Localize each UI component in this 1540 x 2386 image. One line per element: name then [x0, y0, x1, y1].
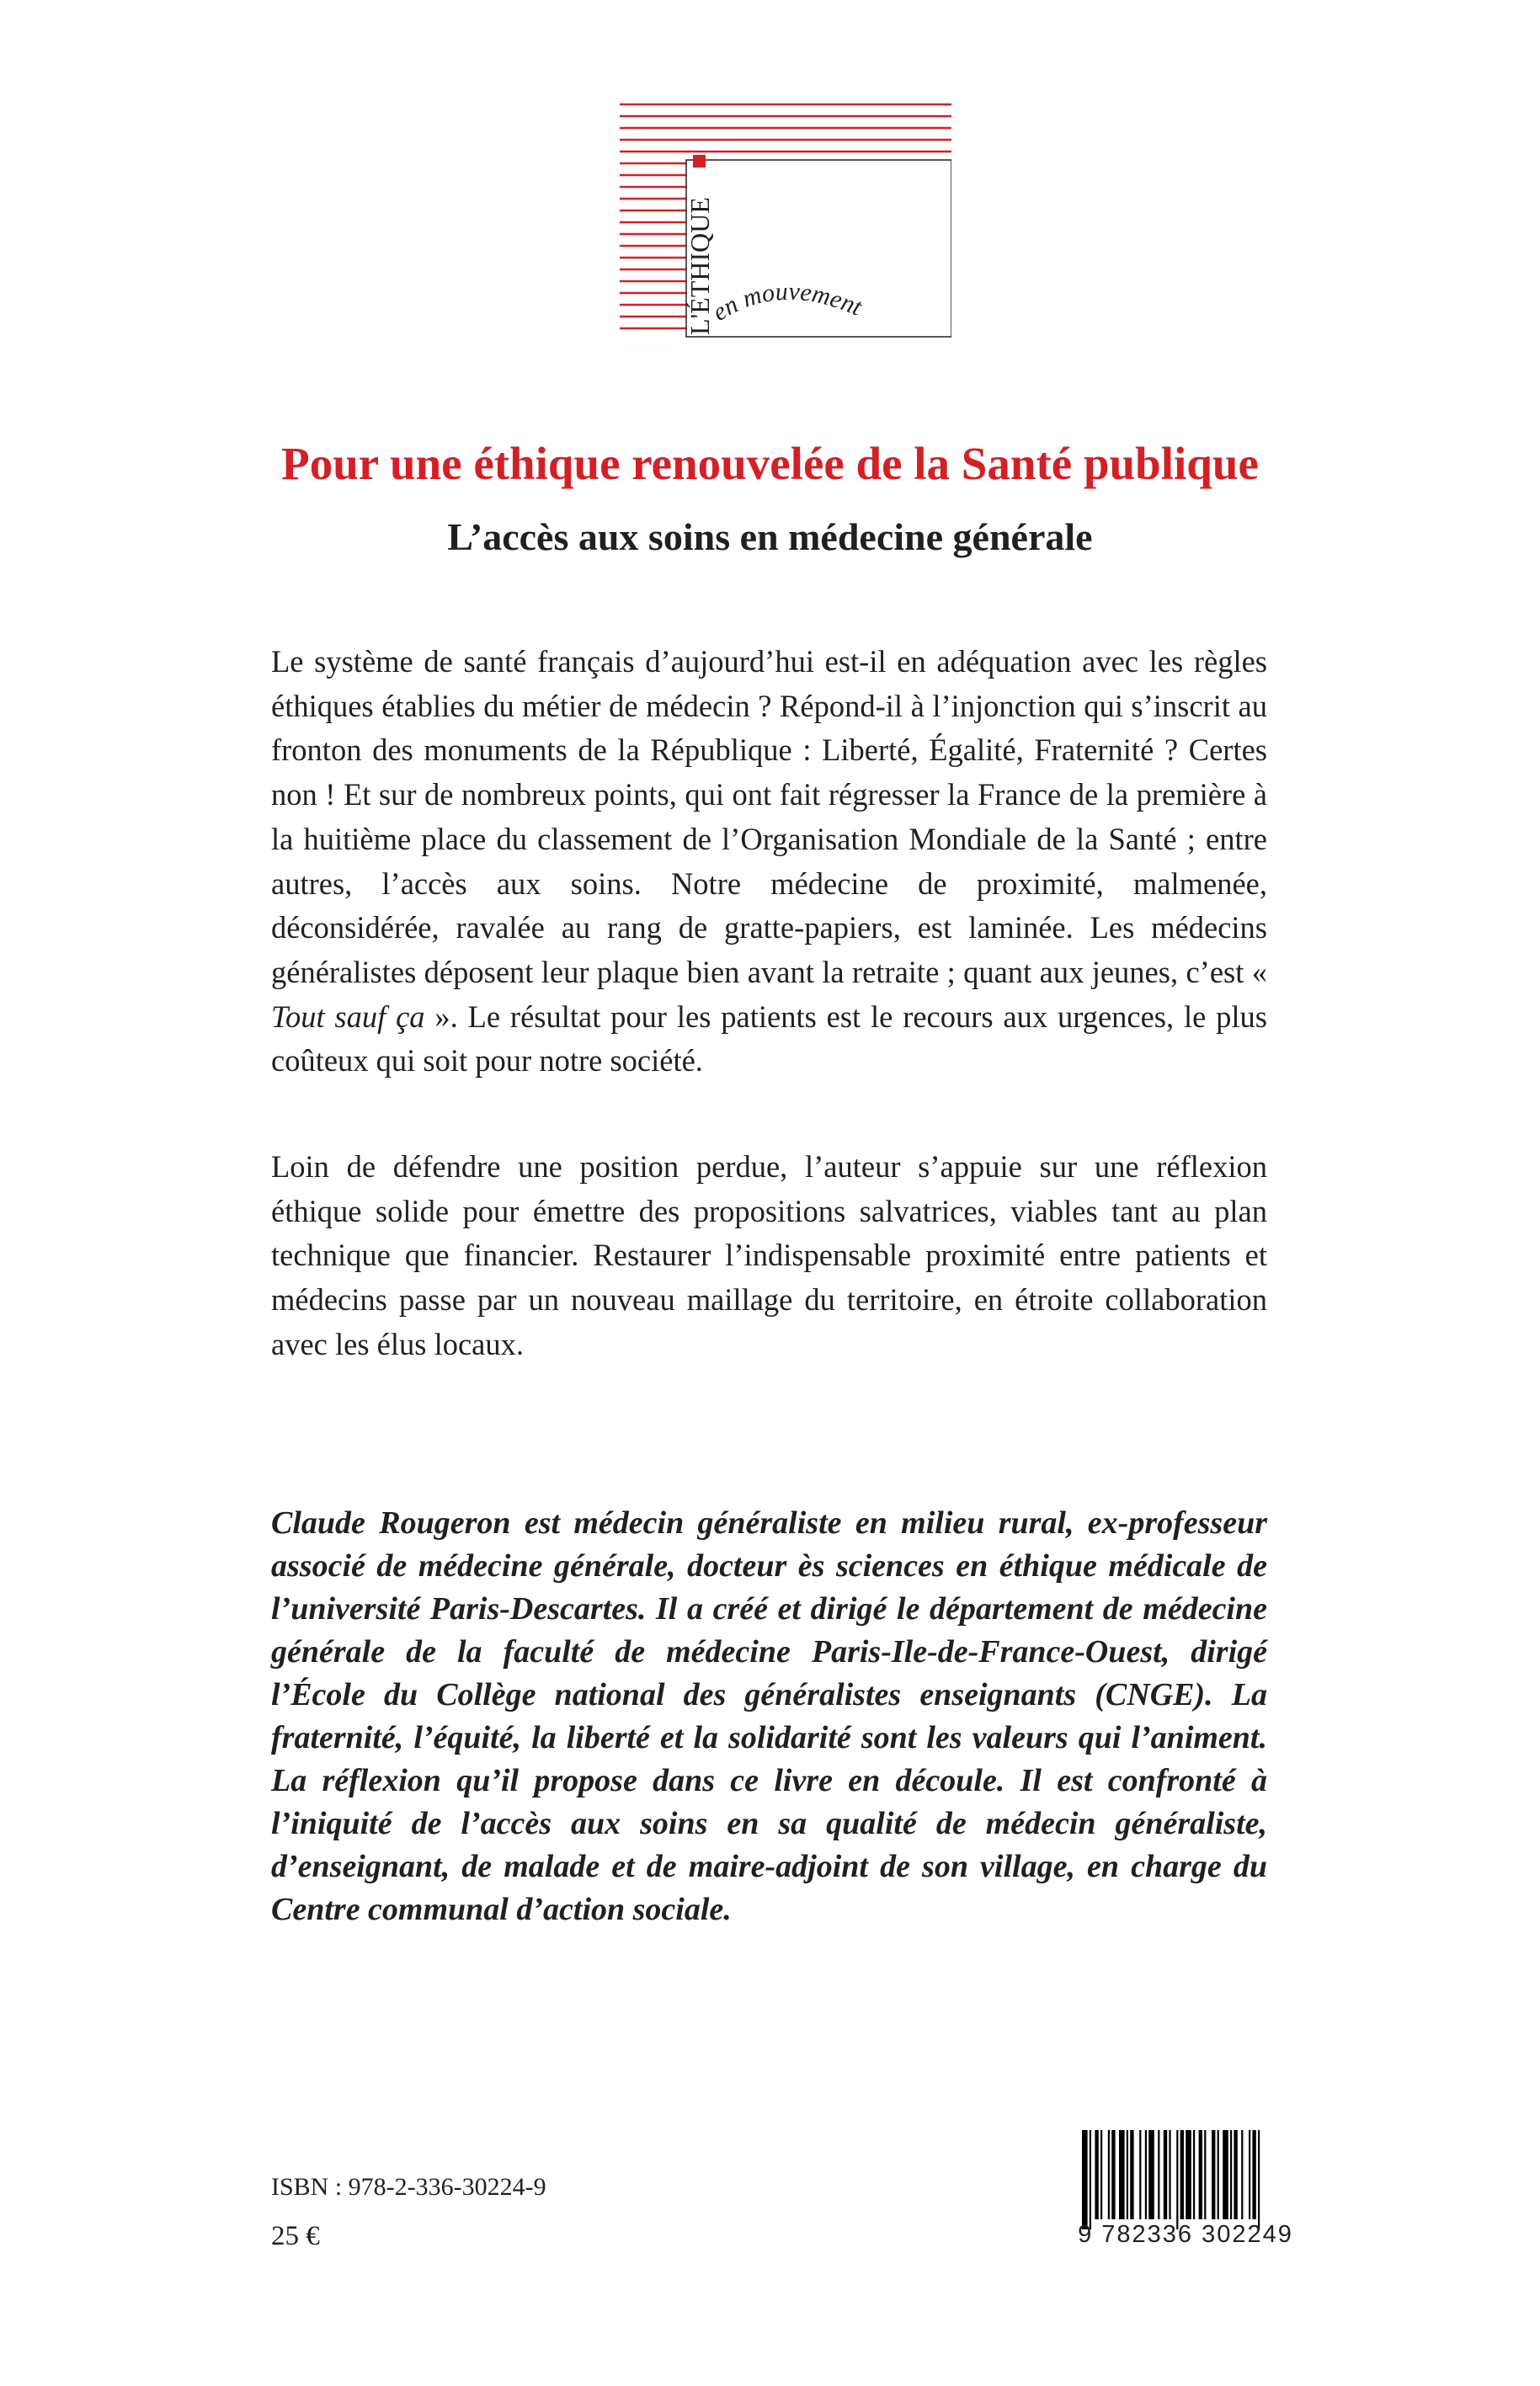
barcode-bar	[1082, 2130, 1088, 2229]
barcode-bar	[1095, 2130, 1098, 2219]
barcode-bar	[1164, 2130, 1167, 2219]
barcode-bar	[1130, 2130, 1133, 2219]
summary-paragraph-2: Loin de défendre une position perdue, l’auteur s’appuie sur une réflexion éthique solide pour émettre des propositions salvatrices, viables tant au plan technique que financier. Restaurer l’indispensable proximité entre patients et médecins passe par un nouveau maillage du territoire, en étroite collaboration avec les élus locaux.	[271, 1149, 1267, 1361]
summary-paragraph-1	[271, 640, 1267, 1084]
barcode-bar	[1119, 2130, 1125, 2219]
summary-quote: Tout sauf ça	[271, 999, 425, 1034]
barcode-bar	[1230, 2130, 1232, 2219]
barcode-bar	[1169, 2130, 1170, 2219]
author-name: Claude Rougeron	[271, 1505, 511, 1541]
author-bio-text: est médecin généraliste en milieu rural, ex-professeur associé de médecine générale, docteur ès sciences en éthique médicale de l’université Paris-Descartes. Il a créé et dirigé le département de médecine générale de la faculté de médecine Paris-Ile-de-France-Ouest, dirigé l’École du Collège national des généralistes enseignants (CNGE). La fraternité, l’équité, la liberté et la solidarité sont les valeurs qui l’animent. La réflexion qu’il propose dans ce livre en découle. Il est confronté à l’iniquité de l’accès aux soins en sa qualité de médecin généraliste, d’enseignant, de malade et de maire-adjoint de son village, en charge du Centre communal d’action sociale.	[271, 1505, 1268, 1927]
price: 25 €	[271, 2221, 320, 2251]
barcode-bar	[1218, 2130, 1219, 2219]
barcode-bar	[1234, 2130, 1237, 2219]
logo-line2: en mouvement	[707, 277, 866, 327]
series-logo	[615, 101, 951, 354]
barcode-bar	[1252, 2130, 1255, 2219]
barcode-bar	[1139, 2130, 1141, 2219]
barcode-bar	[1090, 2130, 1091, 2229]
barcode-bar	[1148, 2130, 1154, 2219]
barcode-bar	[1193, 2130, 1195, 2219]
summary-paragraph-1-start: Le système de santé français d’aujourd’hui est-il en adéquation avec les règles éthiques établies du métier de médecin ? Répond-il à l’injonction qui s’inscrit au fronton des monuments de la République : Liberté, Égalité, Fraternité ? Certes non ! Et sur de nombreux points, qui ont fait régresser la France de la première à la huitième place du classement de l’Organisation Mondiale de la Santé ; entre autres, l’accès aux soins. Notre médecine de proximité, malmenée, déconsidérée, ravalée au rang de gratte-papiers, est laminée. Les médecins généralistes déposent leur plaque bien avant la retraite ; quant aux jeunes, c’est «	[271, 644, 1267, 989]
barcode-bar	[1258, 2130, 1260, 2229]
barcode-bar	[1145, 2130, 1147, 2219]
barcode-bar	[1176, 2130, 1178, 2229]
book-title: Pour une éthique renouvelée de la Santé publique	[281, 438, 1259, 489]
barcode-bar	[1180, 2130, 1184, 2219]
barcode-digits: 9 782336 302249	[1078, 2221, 1293, 2248]
logo-red-square	[693, 155, 706, 168]
barcode-bar	[1158, 2130, 1159, 2219]
barcode-bar	[1212, 2130, 1215, 2219]
book-subtitle: L’accès aux soins en médecine générale	[447, 515, 1093, 558]
barcode-bar	[1199, 2130, 1202, 2219]
summary-paragraph-1-end: ». Le résultat pour les patients est le recours aux urgences, le plus coûteux qui soit pour notre société.	[271, 999, 1267, 1078]
barcode-bar	[1223, 2130, 1228, 2219]
logo-line1: L'ÉTHIQUE	[685, 197, 715, 335]
barcode-bar	[1241, 2130, 1243, 2219]
series-logo-graphic	[615, 101, 951, 354]
isbn: ISBN : 978-2-336-30224-9	[271, 2173, 546, 2201]
barcode-bar	[1127, 2130, 1128, 2219]
barcode-bar	[1249, 2130, 1250, 2219]
barcode-bar	[1111, 2130, 1115, 2219]
barcode-bar	[1108, 2130, 1110, 2219]
barcode-bar	[1100, 2130, 1102, 2219]
barcode-bar	[1204, 2130, 1206, 2219]
barcode-bar	[1186, 2130, 1191, 2219]
author-bio	[271, 1502, 1267, 1931]
